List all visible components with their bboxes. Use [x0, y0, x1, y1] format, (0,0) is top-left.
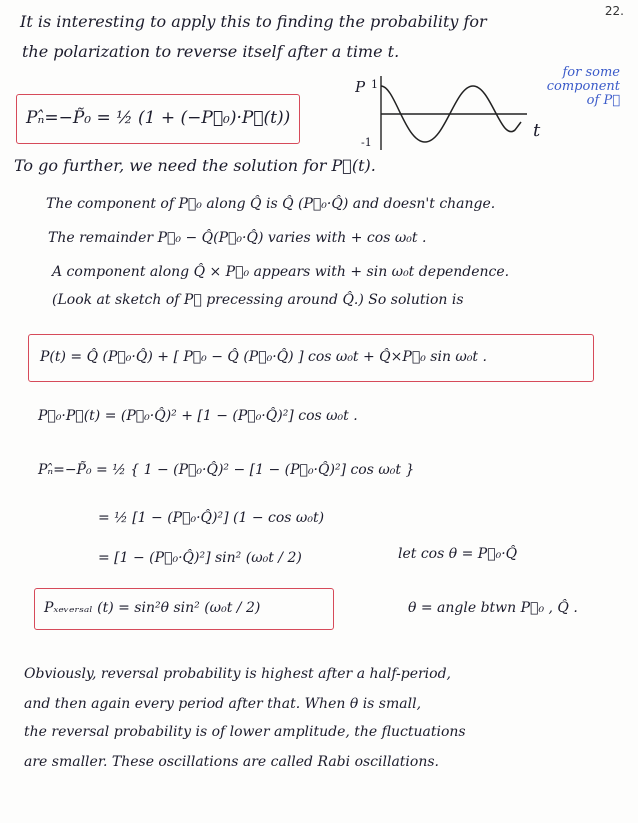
graph-ylabel: P [355, 78, 366, 96]
conclusion-line-2: and then again every period after that. When θ is small, [24, 696, 422, 712]
page-number: 22. [604, 4, 624, 18]
equation-4-line-1: Pₙ̂=−P̃₀ = ½ { 1 − (P⃗₀·Q̂)² − [1 − (P⃗₀·Q̂)²] cos ω₀t } [38, 462, 415, 478]
boxed-equation-2: P(t) = Q̂ (P⃗₀·Q̂) + [ P⃗₀ − Q̂ (P⃗₀·Q̂) ] cos ω₀t + Q̂×P⃗₀ sin ω₀t . [40, 349, 487, 365]
let-cos-theta: let cos θ = P⃗₀·Q̂ [398, 546, 518, 562]
para1-line-5: (Look at sketch of P⃗ precessing around Q̂.) So solution is [52, 292, 464, 308]
graph-xlabel: t [533, 120, 541, 141]
boxed-equation-5: Pₓₑᵥₑᵣₛₐₗ (t) = sin²θ sin² (ω₀t / 2) [44, 600, 261, 616]
graph-ytick-bottom: -1 [361, 136, 372, 149]
para1-line-2: The component of P⃗₀ along Q̂ is Q̂ (P⃗₀·Q̂) and doesn't change. [46, 196, 496, 212]
equation-3: P⃗₀·P⃗(t) = (P⃗₀·Q̂)² + [1 − (P⃗₀·Q̂)²] cos ω₀t . [38, 408, 358, 424]
para1-line-3: The remainder P⃗₀ − Q̂(P⃗₀·Q̂) varies with + cos ω₀t . [48, 230, 427, 246]
graph-ytick-top: 1 [371, 78, 378, 91]
boxed-equation-1: Pₙ̂=−P̃₀ = ½ (1 + (−P⃗₀)·P⃗(t)) [26, 108, 291, 128]
equation-4-line-3: = [1 − (P⃗₀·Q̂)²] sin² (ω₀t / 2) [98, 550, 302, 566]
intro-line-2: the polarization to reverse itself after a time t. [22, 42, 400, 61]
equation-4-line-2: = ½ [1 − (P⃗₀·Q̂)²] (1 − cos ω₀t) [98, 510, 325, 526]
graph-note: for some component of P⃗ [546, 65, 620, 108]
theta-definition: θ = angle btwn P⃗₀ , Q̂ . [408, 600, 578, 616]
para1-line-4: A component along Q̂ × P⃗₀ appears with + sin ω₀t dependence. [52, 264, 510, 280]
conclusion-line-4: are smaller. These oscillations are called Rabi oscillations. [24, 754, 439, 770]
para1-line-1: To go further, we need the solution for P⃗(t). [14, 156, 376, 175]
conclusion-line-3: the reversal probability is of lower amplitude, the fluctuations [24, 724, 466, 740]
conclusion-line-1: Obviously, reversal probability is highest after a half-period, [24, 666, 451, 682]
intro-line-1: It is interesting to apply this to finding the probability for [20, 12, 487, 31]
